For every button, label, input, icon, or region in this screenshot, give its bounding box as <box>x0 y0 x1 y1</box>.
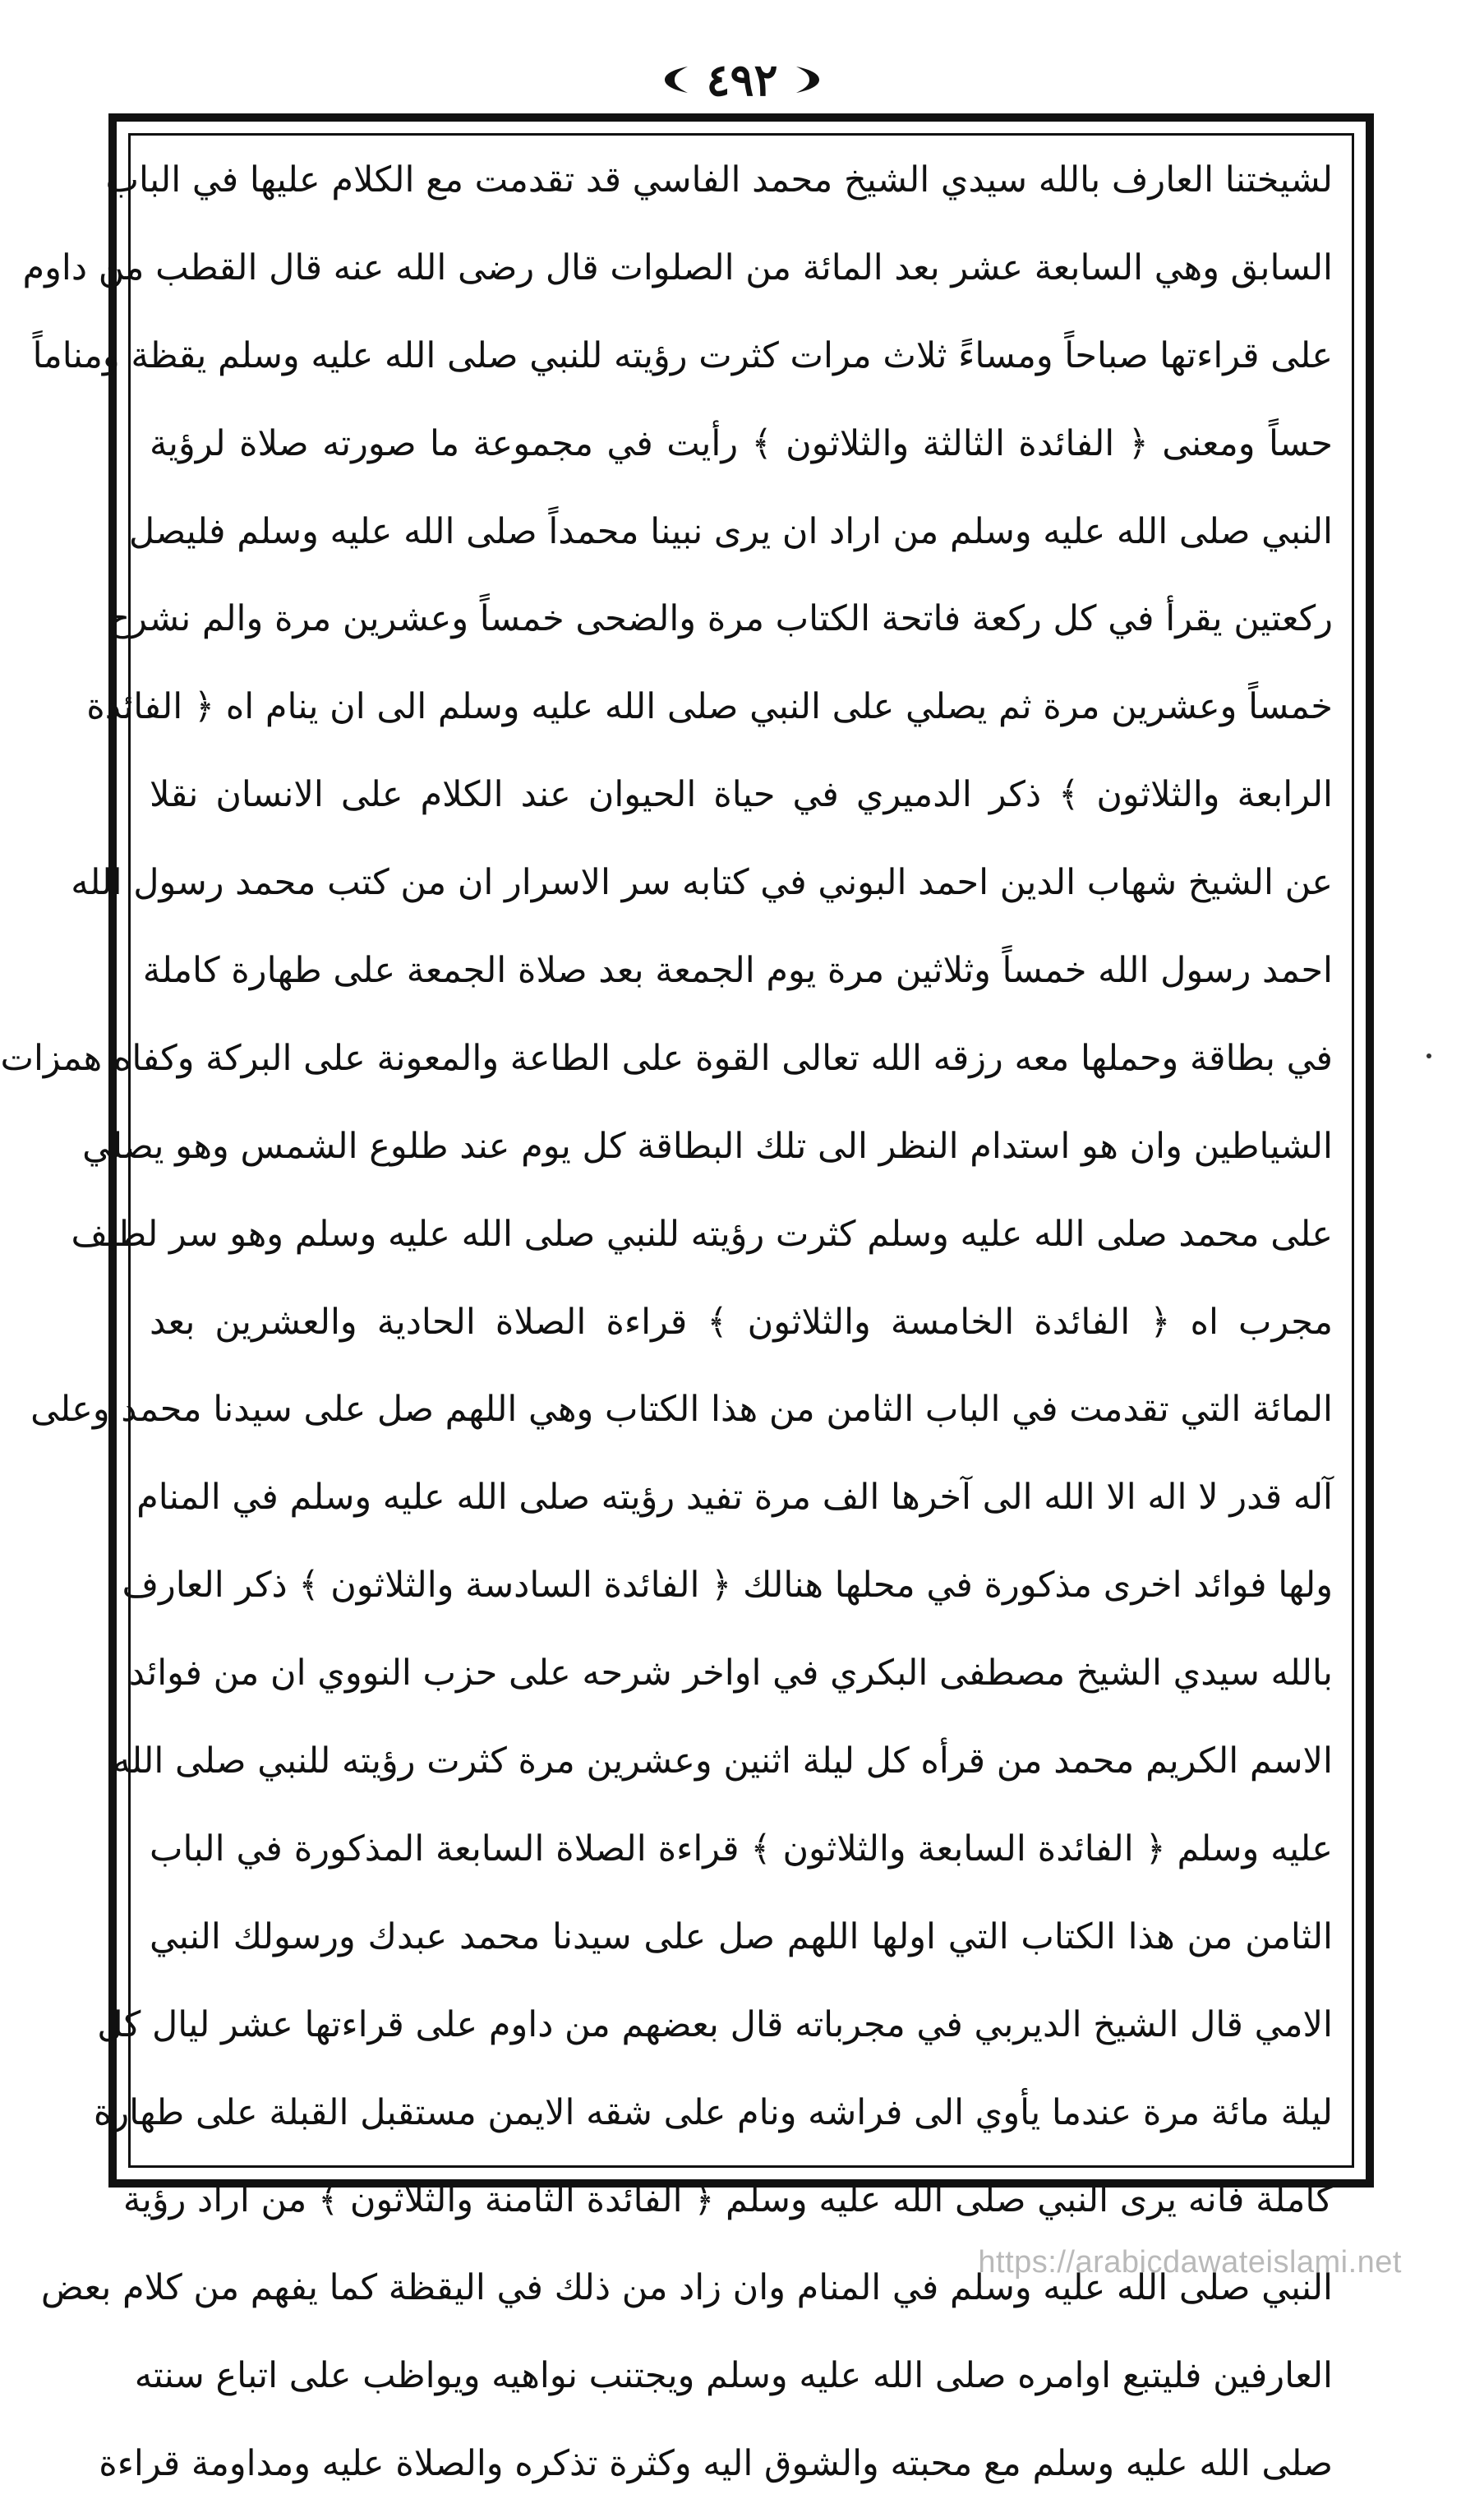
text-line: مجرب اه ﴿ الفائدة الخامسة والثلاثون ﴾ قراءة الصلاة الحادية والعشرين بعد <box>150 1301 1333 1343</box>
text-line: ولها فوائد اخرى مذكورة في محلها هنالك ﴿ الفائدة السادسة والثلاثون ﴾ ذكر العارف <box>122 1565 1333 1607</box>
text-line: النبي صلى الله عليه وسلم في المنام وان زاد من ذلك في اليقظة كما يفهم من كلام بعض <box>40 2267 1333 2309</box>
text-line: ركعتين يقرأ في كل ركعة فاتحة الكتاب مرة والضحى خمساً وعشرين مرة والم نشرح <box>107 598 1333 640</box>
text-line: عن الشيخ شهاب الدين احمد البوني في كتابه سر الاسرار ان من كتب محمد رسول الله <box>71 862 1333 904</box>
text-line: الشياطين وان هو استدام النظر الى تلك البطاقة كل يوم عند طلوع الشمس وهو يصلي <box>82 1125 1333 1167</box>
text-line: خمساً وعشرين مرة ثم يصلي على النبي صلى الله عليه وسلم الى ان ينام اه ﴿ الفائدة <box>86 686 1333 728</box>
ornament-right-icon <box>791 63 824 96</box>
text-line: حساً ومعنى ﴿ الفائدة الثالثة والثلاثون ﴾ رأيت في مجموعة ما صورته صلاة لرؤية <box>150 422 1333 464</box>
text-line: على قراءتها صباحاً ومساءً ثلاث مرات كثرت رؤيته للنبي صلى الله عليه وسلم يقظة ومناماً <box>32 334 1333 376</box>
page-header <box>0 43 1484 117</box>
source-watermark: https://arabicdawateislami.net <box>978 2245 1402 2280</box>
text-line: السابق وهي السابعة عشر بعد المائة من الصلوات قال رضى الله عنه قال القطب من داوم <box>22 247 1333 288</box>
text-line: النبي صلى الله عليه وسلم من اراد ان يرى نبينا محمداً صلى الله عليه وسلم فليصل <box>128 510 1333 552</box>
text-line: الرابعة والثلاثون ﴾ ذكر الدميري في حياة الحيوان عند الكلام على الانسان نقلا <box>150 774 1333 816</box>
text-line: على محمد صلى الله عليه وسلم كثرت رؤيته للنبي صلى الله عليه وسلم وهو سر لطيف <box>71 1213 1333 1255</box>
text-line: احمد رسول الله خمساً وثلاثين مرة يوم الجمعة بعد صلاة الجمعة على طهارة كاملة <box>142 950 1333 992</box>
text-line: الثامن من هذا الكتاب التي اولها اللهم صل على سيدنا محمد عبدك ورسولك النبي <box>150 1916 1333 1957</box>
page-number <box>660 43 823 117</box>
text-line: كاملة فانه يرى النبي صلى الله عليه وسلم ﴿ الفائدة الثامنة والثلاثون ﴾ من اراد رؤية <box>122 2179 1333 2221</box>
ornament-left-icon <box>660 63 693 96</box>
text-line: المائة التي تقدمت في الباب الثامن من هذا الكتاب وهي اللهم صل على سيدنا محمد وعلى <box>30 1389 1333 1431</box>
page-number-text: ٤٩٢ <box>706 53 778 106</box>
text-line: صلى الله عليه وسلم مع محبته والشوق اليه وكثرة تذكره والصلاة عليه ومداومة قراءة <box>99 2443 1333 2485</box>
text-line: في بطاقة وحملها معه رزقه الله تعالى القوة على الطاعة والمعونة على البركة وكفاه همزات <box>0 1037 1333 1079</box>
text-line: العارفين فليتبع اوامره صلى الله عليه وسلم ويجتنب نواهيه ويواظب على اتباع سنته <box>134 2355 1333 2397</box>
text-line: عليه وسلم ﴿ الفائدة السابعة والثلاثون ﴾ قراءة الصلاة السابعة المذكورة في الباب <box>150 1828 1333 1869</box>
text-line: الاسم الكريم محمد من قرأه كل ليلة اثنين وعشرين مرة كثرت رؤيته للنبي صلى الله <box>112 1740 1333 1782</box>
text-line: لشيختنا العارف بالله سيدي الشيخ محمد الفاسي قد تقدمت مع الكلام عليها في الباب <box>105 159 1333 201</box>
margin-dot <box>1426 1053 1431 1058</box>
text-line: آله قدر لا اله الا الله الى آخرها الف مرة تفيد رؤيته صلى الله عليه وسلم في المنام <box>136 1477 1333 1519</box>
text-line: الامي قال الشيخ الديربي في مجرباته قال بعضهم من داوم على قراءتها عشر ليال كل <box>97 2003 1333 2045</box>
text-line: بالله سيدي الشيخ مصطفى البكري في اواخر شرحه على حزب النووي ان من فوائد <box>128 1653 1333 1694</box>
text-line: ليلة مائة مرة عندما يأوي الى فراشه ونام على شقه الايمن مستقبل القبلة على طهارة <box>93 2091 1333 2133</box>
